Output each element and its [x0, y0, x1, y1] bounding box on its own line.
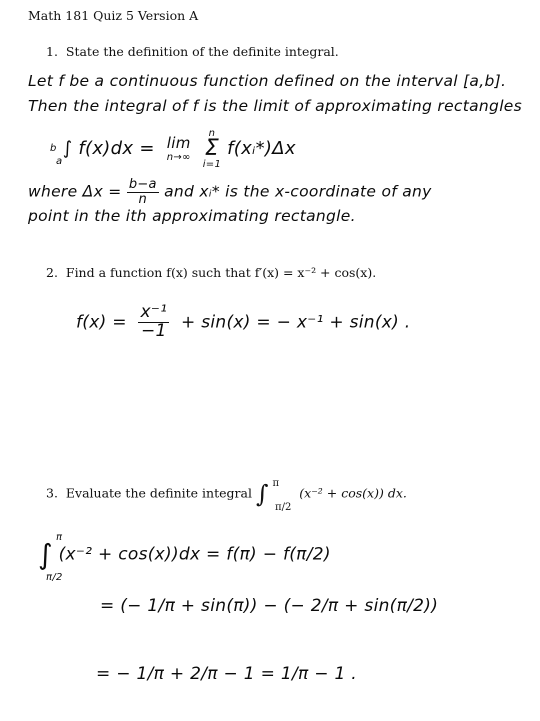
q1-sum-upper: n: [208, 128, 216, 139]
q3-work-upper: π: [56, 532, 63, 543]
q1-formula-right: f(xᵢ*)Δx: [227, 137, 296, 159]
q1-lim-word: lim: [166, 134, 191, 153]
q1-prompt-text: State the definition of the definite integral.: [65, 44, 339, 59]
q3-work-line3: = − 1/π + 2/π − 1 = 1/π − 1 .: [96, 664, 357, 684]
q3-prompt-integrand: (x⁻² + cos(x)) dx.: [299, 485, 407, 501]
sigma-symbol: Σ: [204, 136, 220, 161]
q3-work-line1: [38, 538, 331, 571]
q2-frac-den: −1: [141, 320, 167, 341]
q2-prompt: [46, 265, 376, 280]
q1-where-rest: and xᵢ* is the x-coordinate of any: [164, 182, 432, 201]
q1-lower-limit: a: [56, 156, 63, 167]
q3-prompt: [46, 477, 407, 513]
q1-dx-den: n: [138, 191, 148, 207]
q1-prompt: [46, 44, 339, 59]
q1-answer-line3: [28, 178, 432, 206]
q2-lhs: f(x) =: [76, 312, 127, 333]
q1-answer-line4: point in the ith approximating rectangle.: [28, 207, 356, 225]
q3-work-lower: π/2: [46, 572, 63, 583]
q3-prompt-upper: π: [272, 477, 280, 489]
q2-number: 2.: [46, 265, 58, 280]
q1-answer-line2: Then the integral of f is the limit of approximating rectangles: [28, 97, 523, 115]
integral-symbol: ∫: [38, 538, 53, 571]
q3-prompt-lower: π/2: [275, 501, 292, 513]
quiz-title: Math 181 Quiz 5 Version A: [28, 8, 199, 23]
q1-where: where Δx =: [28, 182, 122, 201]
integral-symbol: ∫: [255, 480, 269, 508]
q3-work-line2: = (− 1/π + sin(π)) − (− 2/π + sin(π/2)): [100, 596, 439, 616]
q1-number: 1.: [46, 44, 58, 59]
q1-answer-line1: Let f be a continuous function defined on the interval [a,b].: [28, 72, 507, 90]
q1-formula: [50, 128, 296, 170]
q1-lim-sub: n→∞: [166, 152, 191, 164]
q3-number: 3.: [46, 485, 58, 501]
q2-rest: + sin(x) = − x⁻¹ + sin(x) .: [180, 312, 411, 333]
q1-formula-left: ∫ f(x)dx =: [62, 137, 155, 159]
q3-prompt-text: Evaluate the definite integral: [65, 485, 252, 501]
q1-dx-num: b−a: [128, 177, 157, 192]
q1-sum-lower: i=1: [202, 158, 222, 170]
q2-prompt-text: Find a function f(x) such that f′(x) = x⁻² + cos(x).: [65, 265, 377, 280]
q2-answer: [76, 304, 410, 341]
q3-work-text1: (x⁻² + cos(x))dx = f(π) − f(π/2): [58, 544, 331, 565]
q2-frac-num: x⁻¹: [140, 302, 168, 322]
q1-upper-limit: b: [50, 143, 57, 155]
